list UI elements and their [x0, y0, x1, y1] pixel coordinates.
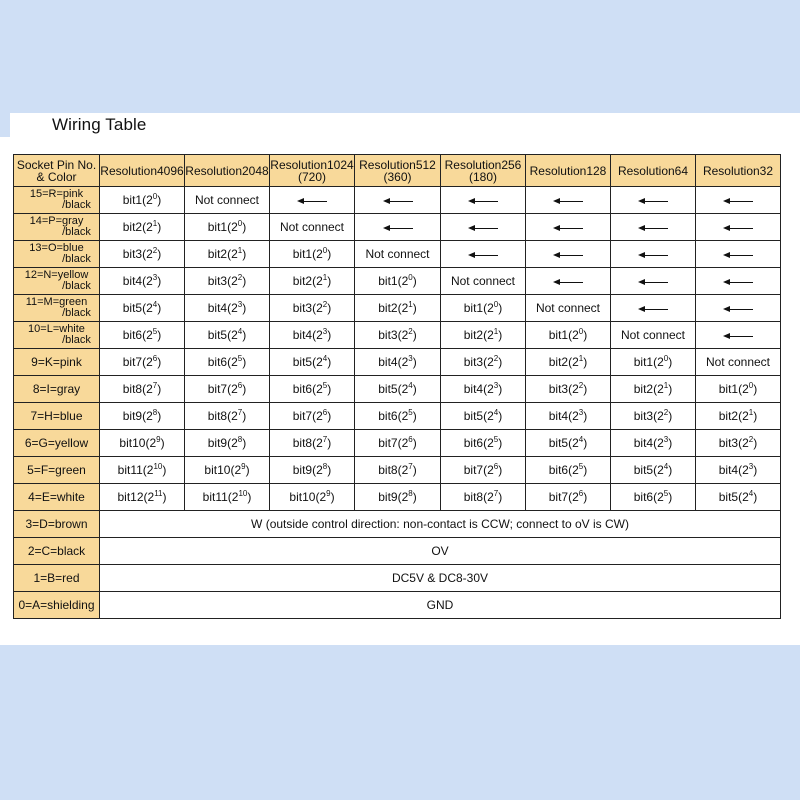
exponent: 0 [322, 246, 328, 255]
header-line-1: Resolution128 [529, 163, 607, 178]
header-resolution [270, 155, 355, 187]
bit-cell: $bit2(2^1)$ [611, 376, 696, 403]
exponent: 5 [408, 408, 413, 417]
pin-label: 2=C=black [14, 538, 100, 565]
pin-label [14, 241, 100, 268]
table-row [14, 457, 781, 484]
exponent: 7 [493, 489, 499, 498]
exponent: 0 [493, 300, 499, 309]
left-arrow-icon [553, 197, 583, 205]
bit-cell: $bit6(2^5)$ [611, 484, 696, 511]
bit-cell: $bit5(2^4)$ [441, 403, 526, 430]
header-resolution [100, 155, 185, 187]
exponent: 4 [663, 462, 669, 471]
exponent: 5 [663, 489, 669, 498]
bit-cell: $bit6(2^5)$ [441, 430, 526, 457]
left-arrow-icon [723, 305, 753, 313]
exponent: 0 [237, 219, 243, 228]
function-cell: W (outside control direction: non-contact is CCW; connect to oV is CW) [100, 511, 781, 538]
arrow-cell [611, 214, 696, 241]
left-arrow-icon [383, 197, 413, 205]
pin-name: 15=R=pink [29, 188, 84, 200]
bit-cell: $bit1(2^0)$ [611, 349, 696, 376]
bit-cell: $bit7(2^6)$ [185, 376, 270, 403]
exponent: 4 [408, 381, 413, 390]
bit-cell: $bit2(2^1)$ [526, 349, 611, 376]
exponent: 6 [408, 435, 413, 444]
table-row [14, 268, 781, 295]
not-connect-cell: Not connect [526, 295, 611, 322]
bit-cell: $bit2(2^1)$ [185, 241, 270, 268]
left-arrow-icon [638, 197, 668, 205]
pin-label [14, 268, 100, 295]
bit-cell: $bit9(2^8)$ [185, 430, 270, 457]
exponent: 2 [152, 246, 158, 255]
pin-suffix: /black [62, 307, 91, 319]
header-line-1: Resolution64 [617, 163, 689, 178]
bit-cell: $bit3(2^2)$ [185, 268, 270, 295]
table-row [14, 295, 781, 322]
bit-cell: $bit10(2^9)$ [270, 484, 355, 511]
page-title: Wiring Table [52, 115, 147, 134]
pin-label [14, 214, 100, 241]
exponent: 8 [152, 408, 158, 417]
wiring-table [13, 154, 781, 619]
bit-cell: $bit3(2^2)$ [696, 430, 781, 457]
header-line-1: Resolution2048 [185, 163, 269, 178]
bit-cell: $bit4(2^3)$ [611, 430, 696, 457]
bit-cell: $bit5(2^4)$ [270, 349, 355, 376]
header-line-1: Resolution1024 [270, 157, 354, 172]
pin-suffix: /black [62, 226, 91, 238]
pin-label: 6=G=yellow [14, 430, 100, 457]
bit-cell: $bit2(2^1)$ [696, 403, 781, 430]
pin-name: 11=M=green [25, 296, 88, 308]
arrow-cell [696, 214, 781, 241]
bit-cell: $bit10(2^9)$ [185, 457, 270, 484]
exponent: 5 [493, 435, 499, 444]
arrow-cell [355, 214, 441, 241]
bit-cell: $bit1(2^0)$ [526, 322, 611, 349]
bit-cell: $bit4(2^3)$ [185, 295, 270, 322]
bit-cell: $bit9(2^8)$ [355, 484, 441, 511]
arrow-cell [526, 268, 611, 295]
bit-cell: $bit9(2^8)$ [270, 457, 355, 484]
bit-cell: $bit5(2^4)$ [526, 430, 611, 457]
exponent: 1 [493, 327, 499, 336]
function-cell: DC5V & DC8-30V [100, 565, 781, 592]
left-arrow-icon [297, 197, 327, 205]
exponent: 5 [237, 354, 243, 363]
arrow-cell [696, 241, 781, 268]
bit-cell: $bit1(2^0)$ [185, 214, 270, 241]
exponent: 0 [408, 273, 413, 282]
exponent: 6 [152, 354, 158, 363]
pin-suffix: /black [62, 334, 91, 346]
not-connect-cell: Not connect [696, 349, 781, 376]
exponent: 6 [237, 381, 243, 390]
header-resolution [611, 155, 696, 187]
bit-cell: $bit3(2^2)$ [355, 322, 441, 349]
left-arrow-icon [638, 224, 668, 232]
header-line-2: & Color [36, 169, 77, 184]
bit-cell: $bit8(2^7)$ [355, 457, 441, 484]
exponent: 6 [322, 408, 328, 417]
table-row [14, 484, 781, 511]
exponent: 4 [748, 489, 754, 498]
left-arrow-icon [638, 251, 668, 259]
header-resolution [526, 155, 611, 187]
exponent: 3 [578, 408, 584, 417]
left-arrow-icon [723, 224, 753, 232]
exponent: 7 [322, 435, 328, 444]
pin-label: 8=I=gray [14, 376, 100, 403]
not-connect-cell: Not connect [611, 322, 696, 349]
bit-cell: $bit6(2^5)$ [355, 403, 441, 430]
arrow-cell [611, 187, 696, 214]
exponent: 1 [748, 408, 754, 417]
left-arrow-icon [383, 224, 413, 232]
exponent: 9 [326, 489, 331, 498]
pin-label: 7=H=blue [14, 403, 100, 430]
exponent: 9 [156, 435, 161, 444]
exponent: 3 [237, 300, 243, 309]
table-row [14, 187, 781, 214]
exponent: 4 [578, 435, 584, 444]
exponent: 9 [241, 462, 246, 471]
exponent: 11 [154, 489, 163, 498]
header-resolution [185, 155, 270, 187]
left-arrow-icon [723, 332, 753, 340]
pin-label: 5=F=green [14, 457, 100, 484]
arrow-cell [526, 241, 611, 268]
bit-cell: $bit7(2^6)$ [526, 484, 611, 511]
arrow-cell [611, 241, 696, 268]
not-connect-cell: Not connect [355, 241, 441, 268]
table-row [14, 376, 781, 403]
function-cell: GND [100, 592, 781, 619]
left-arrow-icon [468, 251, 498, 259]
function-cell: OV [100, 538, 781, 565]
bit-cell: $bit4(2^3)$ [270, 322, 355, 349]
header-line-2: (720) [297, 169, 326, 184]
exponent: 8 [408, 489, 413, 498]
exponent: 7 [408, 462, 413, 471]
bit-cell: $bit2(2^1)$ [441, 322, 526, 349]
exponent: 1 [152, 219, 158, 228]
bit-cell: $bit6(2^5)$ [185, 349, 270, 376]
header-line-1: Resolution512 [359, 157, 436, 172]
header-line-2: (360) [383, 169, 412, 184]
bit-cell: $bit7(2^6)$ [355, 430, 441, 457]
bit-cell: $bit1(2^0)$ [696, 376, 781, 403]
table-row [14, 322, 781, 349]
table-row [14, 214, 781, 241]
left-arrow-icon [638, 305, 668, 313]
bit-cell: $bit3(2^2)$ [100, 241, 185, 268]
table-row [14, 592, 781, 619]
table-row [14, 349, 781, 376]
arrow-cell [696, 295, 781, 322]
pin-label: 0=A=shielding [14, 592, 100, 619]
left-arrow-icon [638, 278, 668, 286]
arrow-cell [270, 187, 355, 214]
exponent: 3 [322, 327, 328, 336]
bit-cell: $bit10(2^9)$ [100, 430, 185, 457]
exponent: 8 [237, 435, 243, 444]
bit-cell: $bit8(2^7)$ [100, 376, 185, 403]
bit-cell: $bit5(2^4)$ [100, 295, 185, 322]
exponent: 0 [748, 381, 754, 390]
bit-cell: $bit5(2^4)$ [355, 376, 441, 403]
exponent: 6 [493, 462, 499, 471]
table-row [14, 538, 781, 565]
pin-suffix: /black [62, 199, 91, 211]
bit-cell: $bit5(2^4)$ [696, 484, 781, 511]
exponent: 3 [152, 273, 158, 282]
exponent: 8 [322, 462, 328, 471]
bit-cell: $bit3(2^2)$ [611, 403, 696, 430]
exponent: 6 [578, 489, 584, 498]
exponent: 7 [237, 408, 243, 417]
pin-label: 3=D=brown [14, 511, 100, 538]
pin-label: 4=E=white [14, 484, 100, 511]
bit-cell: $bit1(2^0)$ [100, 187, 185, 214]
header-line-1: Resolution32 [702, 163, 774, 178]
bit-cell: $bit8(2^7)$ [185, 403, 270, 430]
arrow-cell [441, 187, 526, 214]
exponent: 1 [408, 300, 413, 309]
arrow-cell [526, 214, 611, 241]
exponent: 5 [152, 327, 158, 336]
left-arrow-icon [723, 197, 753, 205]
bit-cell: $bit7(2^6)$ [100, 349, 185, 376]
bit-cell: $bit1(2^0)$ [441, 295, 526, 322]
bit-cell: $bit1(2^0)$ [355, 268, 441, 295]
not-connect-cell: Not connect [185, 187, 270, 214]
left-arrow-icon [468, 197, 498, 205]
exponent: 2 [493, 354, 499, 363]
exponent: 0 [663, 354, 669, 363]
pin-suffix: /black [62, 253, 91, 265]
bit-cell: $bit3(2^2)$ [526, 376, 611, 403]
exponent: 2 [237, 273, 243, 282]
bit-cell: $bit12(2^{11})$ [100, 484, 185, 511]
left-arrow-icon [723, 278, 753, 286]
bit-cell: $bit6(2^5)$ [526, 457, 611, 484]
bit-cell: $bit4(2^3)$ [696, 457, 781, 484]
exponent: 3 [493, 381, 499, 390]
bit-cell: $bit1(2^0)$ [270, 241, 355, 268]
pin-name: 13=O=blue [29, 242, 84, 254]
header-socket-pin [14, 155, 100, 187]
arrow-cell [696, 187, 781, 214]
bit-cell: $bit2(2^1)$ [355, 295, 441, 322]
left-arrow-icon [553, 278, 583, 286]
exponent: 4 [322, 354, 328, 363]
left-arrow-icon [553, 224, 583, 232]
exponent: 2 [578, 381, 584, 390]
arrow-cell [611, 295, 696, 322]
header-resolution [441, 155, 526, 187]
bit-cell: $bit4(2^3)$ [441, 376, 526, 403]
bit-cell: $bit7(2^6)$ [441, 457, 526, 484]
bit-cell: $bit4(2^3)$ [100, 268, 185, 295]
header-line-1: Resolution4096 [100, 163, 184, 178]
exponent: 4 [152, 300, 158, 309]
arrow-cell [696, 322, 781, 349]
exponent: 3 [408, 354, 413, 363]
bit-cell: $bit2(2^1)$ [270, 268, 355, 295]
exponent: 1 [578, 354, 584, 363]
exponent: 4 [493, 408, 499, 417]
header-resolution [696, 155, 781, 187]
exponent: 2 [322, 300, 328, 309]
not-connect-cell: Not connect [270, 214, 355, 241]
exponent: 2 [663, 408, 669, 417]
header-line-2: (180) [468, 169, 497, 184]
exponent: 7 [152, 381, 158, 390]
bit-cell: $bit7(2^6)$ [270, 403, 355, 430]
exponent: 10 [238, 489, 248, 498]
pin-name: 14=P=gray [29, 215, 84, 227]
exponent: 2 [748, 435, 754, 444]
bit-cell: $bit11(2^{10})$ [100, 457, 185, 484]
sheet-notch [0, 113, 10, 137]
exponent: 3 [663, 435, 669, 444]
exponent: 5 [578, 462, 584, 471]
bit-cell: $bit8(2^7)$ [270, 430, 355, 457]
not-connect-cell: Not connect [441, 268, 526, 295]
bit-cell: $bit8(2^7)$ [441, 484, 526, 511]
pin-label: 9=K=pink [14, 349, 100, 376]
exponent: 3 [748, 462, 754, 471]
table-row [14, 403, 781, 430]
exponent: 1 [663, 381, 669, 390]
left-arrow-icon [553, 251, 583, 259]
arrow-cell [526, 187, 611, 214]
arrow-cell [441, 214, 526, 241]
arrow-cell [441, 241, 526, 268]
pin-label: 1=B=red [14, 565, 100, 592]
exponent: 0 [578, 327, 584, 336]
header-line-1: Resolution256 [444, 157, 522, 172]
bit-cell: $bit9(2^8)$ [100, 403, 185, 430]
exponent: 1 [322, 273, 328, 282]
bit-cell: $bit4(2^3)$ [526, 403, 611, 430]
bit-cell: $bit5(2^4)$ [611, 457, 696, 484]
bit-cell: $bit3(2^2)$ [270, 295, 355, 322]
pin-suffix: /black [62, 280, 91, 292]
exponent: 5 [322, 381, 328, 390]
table-row [14, 565, 781, 592]
pin-name: 12=N=yellow [24, 269, 89, 281]
table-row [14, 511, 781, 538]
bit-cell: $bit3(2^2)$ [441, 349, 526, 376]
bit-cell: $bit2(2^1)$ [100, 214, 185, 241]
bit-cell: $bit6(2^5)$ [100, 322, 185, 349]
arrow-cell [611, 268, 696, 295]
exponent: 10 [153, 462, 163, 471]
bit-cell: $bit11(2^{10})$ [185, 484, 270, 511]
bit-cell: $bit5(2^4)$ [185, 322, 270, 349]
pin-label [14, 322, 100, 349]
table-row [14, 430, 781, 457]
table-row [14, 241, 781, 268]
left-arrow-icon [723, 251, 753, 259]
pin-label [14, 187, 100, 214]
pin-name: 10=L=white [28, 323, 85, 335]
header-resolution [355, 155, 441, 187]
pin-label [14, 295, 100, 322]
header-row [14, 155, 781, 187]
bit-cell: $bit6(2^5)$ [270, 376, 355, 403]
arrow-cell [355, 187, 441, 214]
header-line-1: Socket Pin No. [16, 157, 97, 172]
arrow-cell [696, 268, 781, 295]
left-arrow-icon [468, 224, 498, 232]
bit-cell: $bit4(2^3)$ [355, 349, 441, 376]
exponent: 2 [408, 327, 413, 336]
exponent: 0 [152, 192, 158, 201]
exponent: 4 [237, 327, 243, 336]
exponent: 1 [237, 246, 243, 255]
